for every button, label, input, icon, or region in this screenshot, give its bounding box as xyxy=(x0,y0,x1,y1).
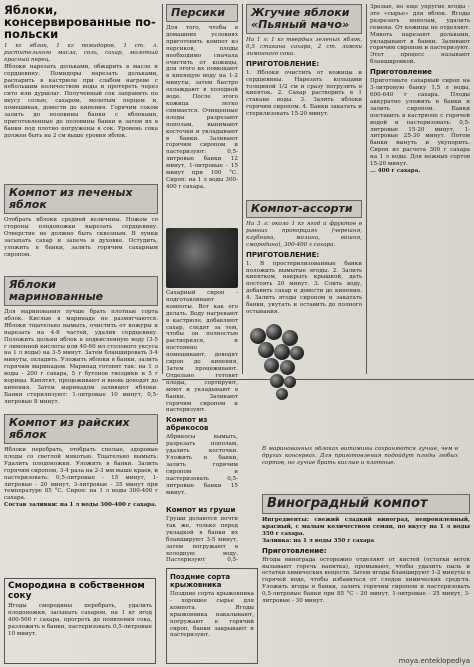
article-body-2: Абрикосы вымыть, разрезать пополам, удалить косточки. Уложить в банки, залить горячим сиропом и пастеризовать 0,5-литровые банки 15 минут. xyxy=(166,434,238,496)
article-drunk-apples xyxy=(246,4,362,196)
grape-icon xyxy=(290,346,304,360)
article-title: Компот из райских яблок xyxy=(4,414,158,444)
prep-title: ПРИГОТОВЛЕНИЕ: xyxy=(246,59,320,68)
grape-icon xyxy=(280,360,295,375)
article-apple-compote-baked xyxy=(4,184,158,272)
article-currant xyxy=(4,578,156,664)
column-rule xyxy=(242,4,243,374)
article-body: Сахарный сироп - подготавливают компоты. Вот как его делать. Воду нагревают в кастрюле, добавляют сахар, следят за тем, чтобы он полностью растворился, и постоянно помешивают, доводят сироп до кипения. Затем процеживают. Отдельно готовят плоды, сортируют, моют и укладывают в банки. Заливают горячим сиропом и пастеризуют. xyxy=(166,290,238,414)
article-title: Яблоки, консервированные по-польски xyxy=(4,4,156,41)
grape-icon xyxy=(270,374,284,388)
column-rule xyxy=(162,4,163,374)
article-title: Компот из абрикосов xyxy=(166,416,209,433)
article-body: Поздние сорта крыжовника - хорошее сырье для компота. Ягоды крыжовника накалывают, погружают в горячий сироп, банки закрывают и пастеризуют. xyxy=(170,591,254,639)
article-intro: Зрелые, но еще упругие ягоды - это «сырье» для яблок. Ягоды разрезать пополам, удалить семена. От кожицы не отделяют. Мякоть нарезают дольками, укладывают в банки. Заливают горячим сиропом и пастеризуют. Этот процесс называют бланшировкой. xyxy=(370,4,470,66)
peaches-photo xyxy=(166,228,238,288)
article-title: Компот-ассорти xyxy=(246,200,362,218)
column-rule xyxy=(366,4,367,374)
article-title: Персики xyxy=(166,4,238,22)
article-note xyxy=(262,446,458,486)
article-body: Отобрать яблоки средней величины. Ножом со стороны плодоножки вырезать сердцевину. Отверстие не должно быть сквозным. В лунки засыпать сахар и запечь в духовке. Остудить, уложить в банки, залить горячим сахарным сиропом. xyxy=(4,217,158,258)
article-apples-marinated xyxy=(4,276,158,408)
prep-title: Приготовление: xyxy=(262,546,327,555)
grape-cluster-illustration xyxy=(240,320,320,430)
article-body: Для маринования лучше брать плотные сорта яблок. Кислые в маринаде не размягчаются. Яблоки тщательно вымыть, очистить от кожуры и нарезать на 4-8 частей, удалив сердцевину. Положить дольки яблок в подкисленную воду (3-5 г лимонной кислоты или 40-60 мл столового уксуса на 1 л воды) на 3-5 минут. Затем бланшировать 3-4 минуты, охладить. Уложить яблоки в банки, залить горячим маринадом. Маринад готовят так: на 1 л воды - 200 г сахара, 5 г бутонов гвоздики и 5 г корицы. Кипятят, процеживают и вновь доводят до кипения. Затем маринадом заливают яблоки. Банки стерилизуют: 1-литровые 10 минут, 0,5-литровые 8 минут. xyxy=(4,309,158,405)
article-title: Компот из груши xyxy=(166,506,236,514)
article-ingredients: Ингредиенты: свежий сладкий виноград, непровяленный, красный, с малым количеством семян, по вкусу на 1 л воды 350 г сахара. xyxy=(262,517,470,537)
grape-icon xyxy=(258,342,274,358)
article-body: 1. Яблоки очистить от кожицы и сердцевины. Нарезать кольцами толщиной 1/2 см и сразу погрузить в кипяток. 2. Сахар растворить в 1 стакане воды. 3. Залить яблоки горячим сиропом. 4. Банки закатать и стерилизовать 15-20 минут. xyxy=(246,69,362,118)
article-grape-compote xyxy=(262,494,470,654)
article-ingredients: На 3 л: около 1 кг ягод и фруктов в равных пропорциях (черешня, клубника, малина, вишня, смородина), 300-400 г сахара. xyxy=(246,221,362,248)
article-footer: Состав заливки: на 1 л воды 300-400 г сахара. xyxy=(4,502,157,509)
article-title: Компот из печеных яблок xyxy=(4,184,158,214)
prep-title: ПРИГОТОВЛЕНИЕ: xyxy=(246,250,320,259)
prep-title: Приготовление xyxy=(370,68,432,77)
article-body: Приготовьте сахарный сироп на 3-литровую банку 1,5 л воды, 600-640 г сахара. Плоды аккуратно уложить в банки и залить сиропом. Банки поставить в кастрюлю с горячей водой и пастеризовать: 0,5-литровые 15-20 минут, 1-литровые 25-30 минут. Потом банки вынуть и укупорить. Сироп из расчета 300 г сахара на 1 л воды. Для нежных сортов 15-20 минут. xyxy=(370,78,470,168)
article-paradise-compote xyxy=(4,414,158,574)
grape-icon xyxy=(276,388,288,400)
article-title: Смородина в собственном соку xyxy=(8,581,145,601)
grape-icon xyxy=(274,344,290,360)
article-pear xyxy=(166,504,238,564)
article-body: Яблоки нарезать дольками, обжарить в масле и сердцевину. Помидоры нарезать дольками, распарить в кастрюле при слабом нагреве с небольшим количеством воды и протереть через сито или дуршлаг. Полученный сок заправить по вкусу солью, сахаром, молотым перцем и, помешивая, довести до кипения. Горячим соком залить до половины банки с яблоками, приготовленные до половины банки и затем их в банки под плотно погружены в сок. Уровень сока должен быть на 2 см выше уровня яблок. xyxy=(4,63,158,139)
grape-icon xyxy=(266,324,282,340)
site-watermark: moya.enteklopediya xyxy=(398,657,470,665)
article-right-column xyxy=(370,4,470,378)
article-body: Ягоды винограда осторожно отделяют от кистей (остатки веток вызывают горечь напитка), промывают, чтобы удалить пыль и остатки химических веществ. Затем ягоды бланшируют 1-2 минуты в горячей воде, чтобы избавиться от следов химических средств. Уложить ягоды в банки, залить горячим сиропом и пастеризовать 0,5-литровые банки при 85 °С - 20 минут, 1-литровые - 25 минут, 3-литровые - 30 минут. xyxy=(262,556,470,605)
article-body: Ягоды смородины перебрать, удалить плодоножки, засыпать сахаром, на 1 кг ягод 400-500 г сахара, прогреть до появления сока, разложить в банки, пастеризовать 0,5-литровые 10 минут. xyxy=(8,603,152,637)
grape-icon xyxy=(284,376,296,388)
article-body: В маринованных яблоках витамины сохраняются лучше, чем в других консервах. Для приготовления подойдут плоды любых сортов, но лучше брать кислые и плотные. xyxy=(262,446,458,466)
article-apples-polish xyxy=(4,4,158,204)
article-body: Яблоки перебрать, отобрать спелые, здоровые плоды со светлой мякотью. Тщательно вымыть. Удалить плодоножки. Уложить в банки. Залить горячим сиропом, 3-4 раза на 2-3 мм выше краев, и пастеризовать: 0,5-литровые - 15 минут, 1-литровые - 20 минут, 3-литровые - 35 минут при температуре 85 °С. Сироп: на 1 л воды 300-400 г сахара. xyxy=(4,447,158,502)
article-body: 1. В простерилизованные банки положить вымытые ягоды. 2. Залить кипятком, накрыть крышкой, дать постоять 20 минут. 3. Слить воду, добавить сахар и довести до кипения. 4. Залить ягоды сиропом и закатать банки, укутать и оставить до полного остывания. xyxy=(246,260,362,315)
article-footer: ... 400 г сахара. xyxy=(370,167,421,174)
article-title: Виноградный компот xyxy=(262,494,470,514)
article-apricot xyxy=(166,290,238,500)
article-title: Жгучие яблоки «Пьяный мачо» xyxy=(246,4,362,34)
article-title: Яблоки маринованные xyxy=(4,276,158,306)
article-ingredients: На 1 л: 1 кг твердых зеленых яблок, 0,5 стакана сахара, 2 ст. ложки лимонного сока. xyxy=(246,37,362,57)
article-gooseberry xyxy=(166,568,258,664)
article-ingredients: 1 кг яблок, 1 кг помидоров, 1 ст. л. растительного масла, соль, сахар, молотый красный перец. xyxy=(4,43,158,63)
article-fill: Заливка: на 1 л воды 350 г сахара xyxy=(262,537,375,544)
article-title: Поздние сорта крыжовника xyxy=(170,573,231,589)
grape-icon xyxy=(264,358,279,373)
article-body: Груши делаются почти так же, только перед укладкой в банки их бланшируют 3-5 минут, затем погружают в холодную воду. Пастеризуют 0,5- xyxy=(166,516,238,564)
article-body: Для того, чтобы в домашних условиях приготовить компот из персиков, плоды необходимо сначала очистить от кожицы, для этого их помещают в кипящую воду на 1-2 минуты, затем быстро охлаждают в холодной воде. После этого кожица легко снимается. Очищенные плоды разрезают пополам, вынимают косточки и укладывают в банки. Заливают горячим сиропом и пастеризуют: 0,5-литровые банки 12 минут, 1-литровые - 15 минут при 100 °С. Сироп: на 1 л воды 300-400 г сахара. xyxy=(166,25,238,190)
